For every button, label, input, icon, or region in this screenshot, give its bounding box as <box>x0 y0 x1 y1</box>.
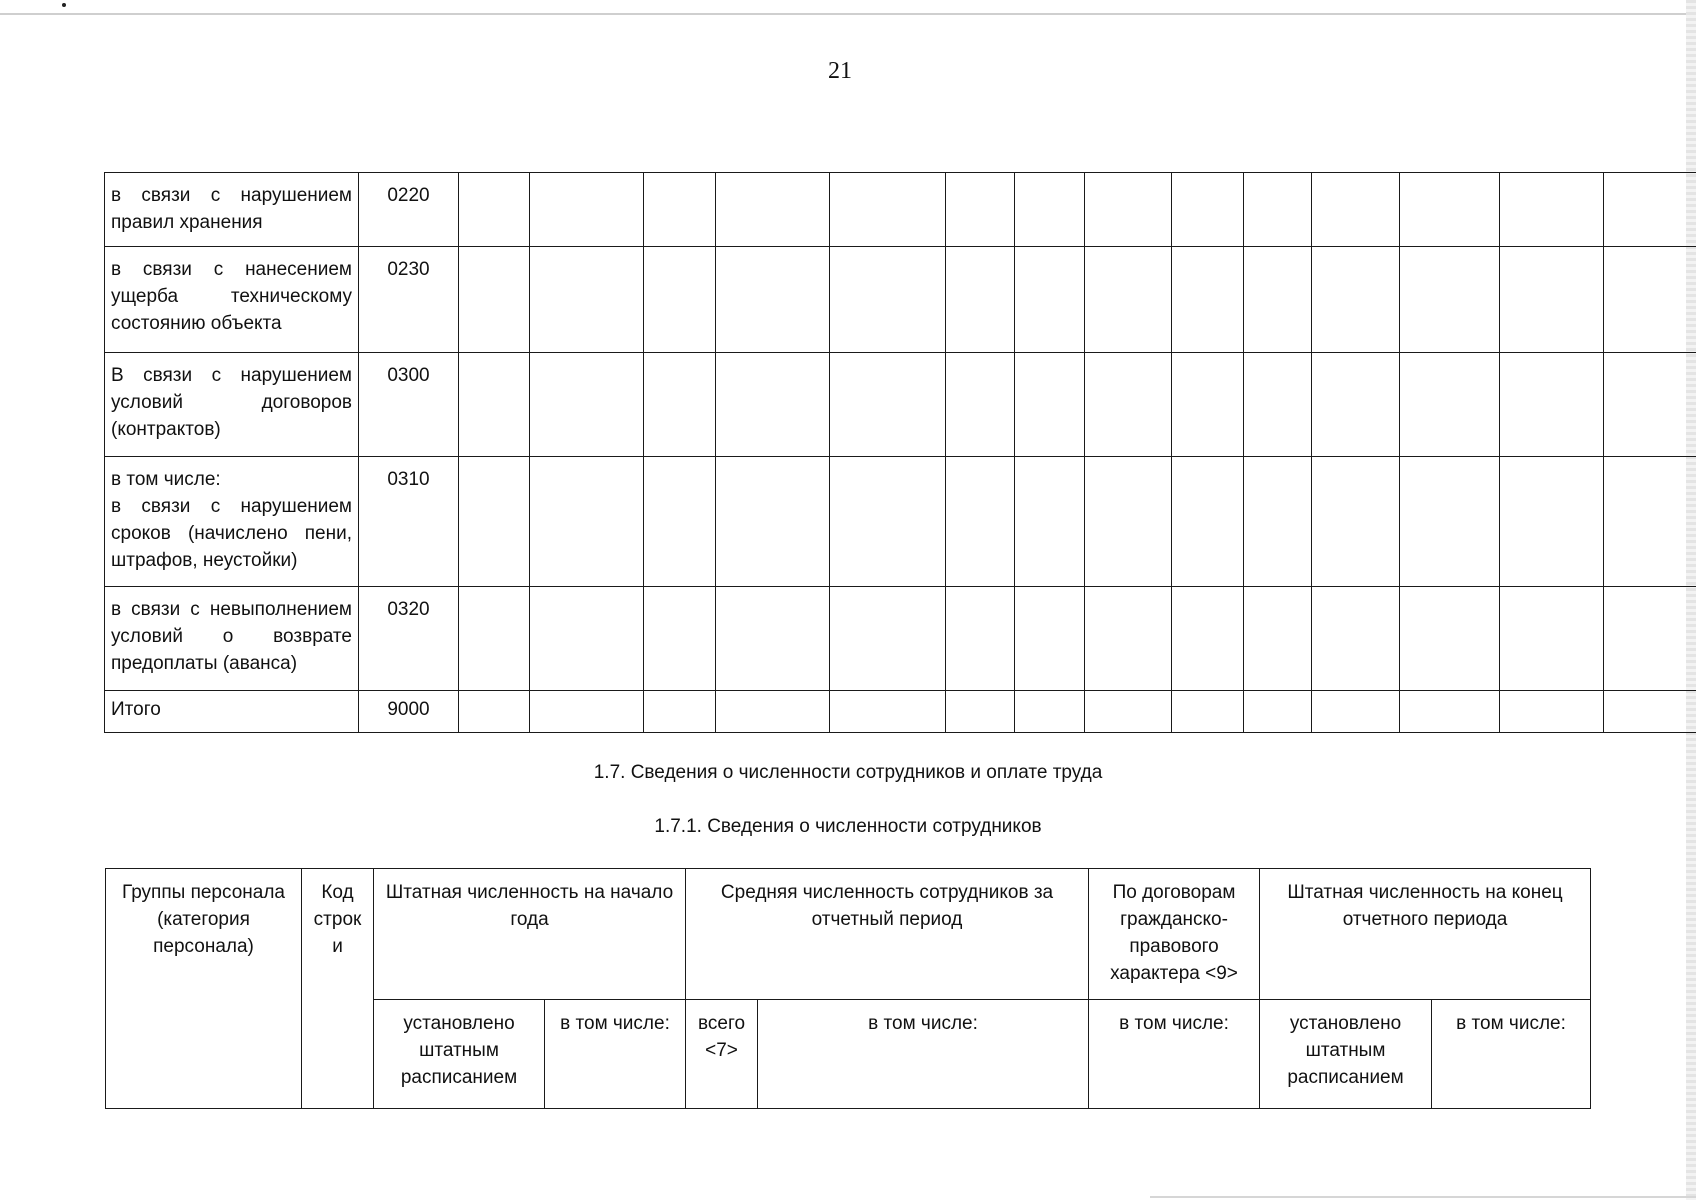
col-group: Группы персонала (категория персонала) <box>106 869 302 1109</box>
scan-edge-bottom <box>1150 1196 1696 1198</box>
staff-table <box>105 868 1591 1109</box>
row-label: В связи с нарушением условий договоров (контрактов) <box>105 353 359 457</box>
row-label: в связи с нарушением сроков (начислено пени, штрафов, неустойки) <box>111 496 352 571</box>
col-code: Код строк и <box>302 869 374 1109</box>
scan-speck <box>62 3 66 7</box>
col-gph: По договорам гражданско-правового характера <9> <box>1089 869 1260 1000</box>
table-header-row <box>106 869 1591 1000</box>
col-end-established: установлено штатным расписанием <box>1260 1000 1432 1109</box>
table-row-total <box>105 691 1696 733</box>
section-title: 1.7. Сведения о численности сотрудников и оплате труда <box>593 762 1103 783</box>
table-row <box>105 353 1696 457</box>
row-label: в связи с нанесением ущерба техническому состоянию объекта <box>105 247 359 353</box>
table-row <box>105 457 1696 587</box>
col-avg-incl: в том числе: <box>758 1000 1089 1109</box>
row-label: в связи с невыполнением условий о возврате предоплаты (аванса) <box>105 587 359 691</box>
page-number: 21 <box>828 58 852 84</box>
col-staff-start: Штатная численность на начало года <box>374 869 686 1000</box>
col-end-incl: в том числе: <box>1432 1000 1591 1109</box>
row-label: Итого <box>105 691 359 733</box>
row-code: 0230 <box>359 247 459 353</box>
table-row <box>105 247 1696 353</box>
penalties-table <box>104 172 1696 733</box>
col-average: Средняя численность сотрудников за отчетный период <box>686 869 1089 1000</box>
col-gph-incl: в том числе: <box>1089 1000 1260 1109</box>
row-label-composite <box>105 457 359 587</box>
scan-edge-top <box>0 13 1696 15</box>
row-label-prefix: в том числе: <box>111 469 221 490</box>
row-code: 0320 <box>359 587 459 691</box>
col-avg-total: всего <7> <box>686 1000 758 1109</box>
row-code: 0220 <box>359 173 459 247</box>
row-code: 0300 <box>359 353 459 457</box>
row-code: 0310 <box>359 457 459 587</box>
row-label: в связи с нарушением правил хранения <box>105 173 359 247</box>
table-row <box>105 173 1696 247</box>
row-code: 9000 <box>359 691 459 733</box>
col-staff-end: Штатная численность на конец отчетного периода <box>1260 869 1591 1000</box>
col-start-incl: в том числе: <box>545 1000 686 1109</box>
table-row <box>105 587 1696 691</box>
col-start-established: установлено штатным расписанием <box>374 1000 545 1109</box>
subsection-title: 1.7.1. Сведения о численности сотрудников <box>654 816 1042 837</box>
